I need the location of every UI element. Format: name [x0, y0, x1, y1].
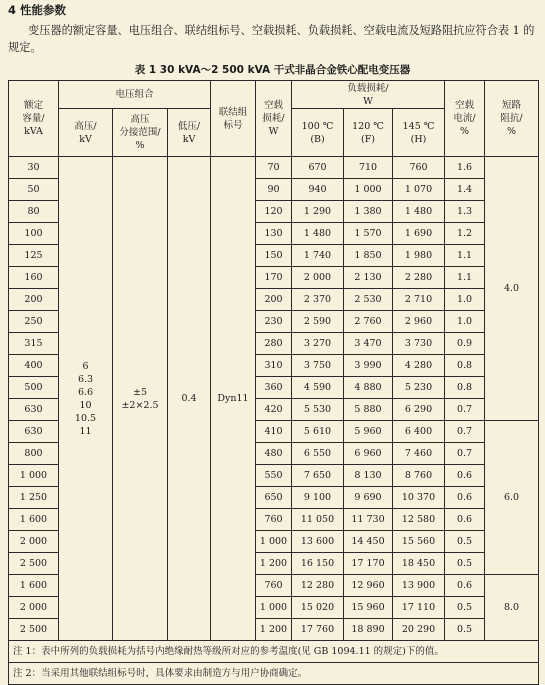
cell-lv-value: 0.4 — [168, 157, 211, 641]
cell-hv-tap-range: ±5 ±2×2.5 — [113, 157, 168, 641]
cell-load-loss-100: 12 280 — [292, 575, 344, 597]
cell-load-loss-100: 2 000 — [292, 267, 344, 289]
header-short-circuit-impedance: 短路 阻抗/ % — [485, 81, 539, 157]
cell-load-loss-120: 14 450 — [344, 531, 393, 553]
cell-no-load-current: 1.2 — [445, 223, 485, 245]
cell-no-load-loss: 650 — [256, 487, 292, 509]
cell-capacity: 630 — [9, 399, 59, 421]
header-no-load-current: 空载 电流/ % — [445, 81, 485, 157]
cell-no-load-loss: 360 — [256, 377, 292, 399]
cell-load-loss-120: 2 530 — [344, 289, 393, 311]
cell-capacity: 50 — [9, 179, 59, 201]
cell-no-load-loss: 230 — [256, 311, 292, 333]
cell-load-loss-145: 1 980 — [393, 245, 445, 267]
cell-load-loss-120: 2 760 — [344, 311, 393, 333]
cell-no-load-loss: 130 — [256, 223, 292, 245]
header-voltage-group: 电压组合 — [59, 81, 211, 109]
cell-load-loss-100: 5 610 — [292, 421, 344, 443]
header-connection: 联结组 标号 — [211, 81, 256, 157]
cell-load-loss-120: 11 730 — [344, 509, 393, 531]
cell-load-loss-120: 3 470 — [344, 333, 393, 355]
header-hv: 高压/ kV — [59, 109, 113, 157]
cell-impedance: 6.0 — [485, 421, 539, 575]
cell-load-loss-100: 3 270 — [292, 333, 344, 355]
cell-load-loss-100: 11 050 — [292, 509, 344, 531]
cell-capacity: 630 — [9, 421, 59, 443]
cell-load-loss-120: 8 130 — [344, 465, 393, 487]
cell-load-loss-100: 1 740 — [292, 245, 344, 267]
cell-load-loss-145: 5 230 — [393, 377, 445, 399]
cell-capacity: 400 — [9, 355, 59, 377]
cell-capacity: 1 250 — [9, 487, 59, 509]
header-lv: 低压/ kV — [168, 109, 211, 157]
header-load-loss: 负载损耗/ W — [292, 81, 445, 109]
cell-hv-values: 6 6.3 6.6 10 10.5 11 — [59, 157, 113, 641]
cell-no-load-loss: 1 000 — [256, 597, 292, 619]
cell-no-load-current: 0.7 — [445, 443, 485, 465]
cell-load-loss-145: 2 280 — [393, 267, 445, 289]
cell-load-loss-145: 2 960 — [393, 311, 445, 333]
cell-load-loss-120: 1 000 — [344, 179, 393, 201]
cell-no-load-current: 0.8 — [445, 355, 485, 377]
cell-no-load-loss: 70 — [256, 157, 292, 179]
cell-no-load-current: 0.7 — [445, 421, 485, 443]
cell-capacity: 2 500 — [9, 619, 59, 641]
cell-load-loss-100: 5 530 — [292, 399, 344, 421]
cell-load-loss-100: 2 370 — [292, 289, 344, 311]
cell-capacity: 1 600 — [9, 575, 59, 597]
table-caption: 表 1 30 kVA～2 500 kVA 干式非晶合金铁心配电变压器 — [134, 64, 411, 76]
note-row — [9, 663, 539, 685]
cell-no-load-current: 0.9 — [445, 333, 485, 355]
cell-load-loss-145: 17 110 — [393, 597, 445, 619]
table-note: 注 1：表中所列的负载损耗为括号内绝缘耐热等级所对应的参考温度(见 GB 1094.11 的规定)下的值。 — [9, 641, 539, 663]
cell-no-load-current: 1.6 — [445, 157, 485, 179]
cell-no-load-loss: 550 — [256, 465, 292, 487]
cell-load-loss-100: 2 590 — [292, 311, 344, 333]
cell-no-load-current: 1.4 — [445, 179, 485, 201]
header-hv-tap: 高压 分接范围/ % — [113, 109, 168, 157]
header-temp-145: 145 ℃ (H) — [393, 109, 445, 157]
cell-no-load-current: 0.8 — [445, 377, 485, 399]
cell-no-load-loss: 760 — [256, 575, 292, 597]
cell-load-loss-120: 5 960 — [344, 421, 393, 443]
note-row — [9, 641, 539, 663]
cell-load-loss-120: 12 960 — [344, 575, 393, 597]
cell-capacity: 2 500 — [9, 553, 59, 575]
cell-no-load-loss: 90 — [256, 179, 292, 201]
cell-no-load-loss: 310 — [256, 355, 292, 377]
cell-load-loss-120: 2 130 — [344, 267, 393, 289]
header-temp-100: 100 ℃ (B) — [292, 109, 344, 157]
cell-capacity: 125 — [9, 245, 59, 267]
cell-load-loss-100: 9 100 — [292, 487, 344, 509]
cell-capacity: 2 000 — [9, 531, 59, 553]
cell-no-load-current: 0.6 — [445, 509, 485, 531]
cell-load-loss-100: 17 760 — [292, 619, 344, 641]
transformer-spec-table — [8, 80, 539, 685]
cell-load-loss-100: 670 — [292, 157, 344, 179]
cell-no-load-loss: 280 — [256, 333, 292, 355]
cell-load-loss-100: 3 750 — [292, 355, 344, 377]
cell-load-loss-145: 6 290 — [393, 399, 445, 421]
cell-no-load-current: 0.5 — [445, 531, 485, 553]
cell-load-loss-100: 13 600 — [292, 531, 344, 553]
header-no-load-loss: 空载 损耗/ W — [256, 81, 292, 157]
cell-no-load-current: 0.5 — [445, 553, 485, 575]
cell-no-load-current: 1.0 — [445, 289, 485, 311]
cell-load-loss-145: 760 — [393, 157, 445, 179]
cell-capacity: 100 — [9, 223, 59, 245]
cell-capacity: 800 — [9, 443, 59, 465]
cell-capacity: 200 — [9, 289, 59, 311]
cell-load-loss-100: 940 — [292, 179, 344, 201]
cell-load-loss-145: 4 280 — [393, 355, 445, 377]
cell-load-loss-145: 13 900 — [393, 575, 445, 597]
cell-no-load-loss: 200 — [256, 289, 292, 311]
cell-no-load-loss: 1 200 — [256, 619, 292, 641]
cell-load-loss-120: 4 880 — [344, 377, 393, 399]
cell-no-load-loss: 1 000 — [256, 531, 292, 553]
cell-capacity: 315 — [9, 333, 59, 355]
cell-capacity: 500 — [9, 377, 59, 399]
cell-load-loss-120: 9 690 — [344, 487, 393, 509]
cell-capacity: 2 000 — [9, 597, 59, 619]
cell-no-load-loss: 170 — [256, 267, 292, 289]
cell-capacity: 1 600 — [9, 509, 59, 531]
cell-connection-value: Dyn11 — [211, 157, 256, 641]
cell-load-loss-120: 1 380 — [344, 201, 393, 223]
cell-load-loss-100: 1 480 — [292, 223, 344, 245]
cell-no-load-loss: 420 — [256, 399, 292, 421]
cell-load-loss-145: 7 460 — [393, 443, 445, 465]
cell-load-loss-145: 8 760 — [393, 465, 445, 487]
cell-no-load-current: 1.1 — [445, 267, 485, 289]
cell-no-load-current: 0.6 — [445, 465, 485, 487]
cell-no-load-current: 1.3 — [445, 201, 485, 223]
cell-no-load-loss: 760 — [256, 509, 292, 531]
header-temp-120: 120 ℃ (F) — [344, 109, 393, 157]
cell-no-load-current: 0.7 — [445, 399, 485, 421]
cell-load-loss-145: 10 370 — [393, 487, 445, 509]
cell-no-load-current: 0.6 — [445, 575, 485, 597]
cell-no-load-loss: 410 — [256, 421, 292, 443]
cell-no-load-current: 0.5 — [445, 619, 485, 641]
cell-capacity: 30 — [9, 157, 59, 179]
cell-load-loss-100: 7 650 — [292, 465, 344, 487]
cell-no-load-current: 1.0 — [445, 311, 485, 333]
header-rated-capacity: 额定 容量/ kVA — [9, 81, 59, 157]
cell-load-loss-145: 12 580 — [393, 509, 445, 531]
cell-capacity: 160 — [9, 267, 59, 289]
cell-load-loss-145: 1 690 — [393, 223, 445, 245]
cell-load-loss-100: 6 550 — [292, 443, 344, 465]
cell-capacity: 1 000 — [9, 465, 59, 487]
cell-load-loss-145: 1 480 — [393, 201, 445, 223]
cell-load-loss-120: 1 570 — [344, 223, 393, 245]
table-note: 注 2：当采用其他联结组标号时，具体要求由制造方与用户协商确定。 — [9, 663, 539, 685]
cell-load-loss-120: 15 960 — [344, 597, 393, 619]
cell-load-loss-100: 4 590 — [292, 377, 344, 399]
cell-load-loss-145: 6 400 — [393, 421, 445, 443]
section-title: 4 性能参数 — [8, 3, 67, 17]
cell-load-loss-100: 16 150 — [292, 553, 344, 575]
cell-no-load-loss: 150 — [256, 245, 292, 267]
cell-no-load-current: 0.5 — [445, 597, 485, 619]
cell-no-load-current: 1.1 — [445, 245, 485, 267]
table-row — [9, 157, 539, 179]
cell-load-loss-145: 2 710 — [393, 289, 445, 311]
cell-load-loss-120: 710 — [344, 157, 393, 179]
cell-impedance: 8.0 — [485, 575, 539, 641]
cell-no-load-loss: 120 — [256, 201, 292, 223]
cell-load-loss-120: 17 170 — [344, 553, 393, 575]
cell-load-loss-145: 18 450 — [393, 553, 445, 575]
cell-load-loss-120: 5 880 — [344, 399, 393, 421]
cell-capacity: 80 — [9, 201, 59, 223]
cell-load-loss-120: 6 960 — [344, 443, 393, 465]
cell-load-loss-120: 3 990 — [344, 355, 393, 377]
cell-capacity: 250 — [9, 311, 59, 333]
cell-no-load-current: 0.6 — [445, 487, 485, 509]
body-paragraph: 变压器的额定容量、电压组合、联结组标号、空载损耗、负载损耗、空载电流及短路阻抗应符合表 1 的规定。 — [8, 24, 535, 54]
cell-load-loss-100: 1 290 — [292, 201, 344, 223]
cell-load-loss-145: 20 290 — [393, 619, 445, 641]
cell-impedance: 4.0 — [485, 157, 539, 421]
cell-load-loss-120: 18 890 — [344, 619, 393, 641]
cell-no-load-loss: 1 200 — [256, 553, 292, 575]
cell-load-loss-145: 3 730 — [393, 333, 445, 355]
cell-no-load-loss: 480 — [256, 443, 292, 465]
cell-load-loss-120: 1 850 — [344, 245, 393, 267]
cell-load-loss-145: 1 070 — [393, 179, 445, 201]
cell-load-loss-100: 15 020 — [292, 597, 344, 619]
cell-load-loss-145: 15 560 — [393, 531, 445, 553]
